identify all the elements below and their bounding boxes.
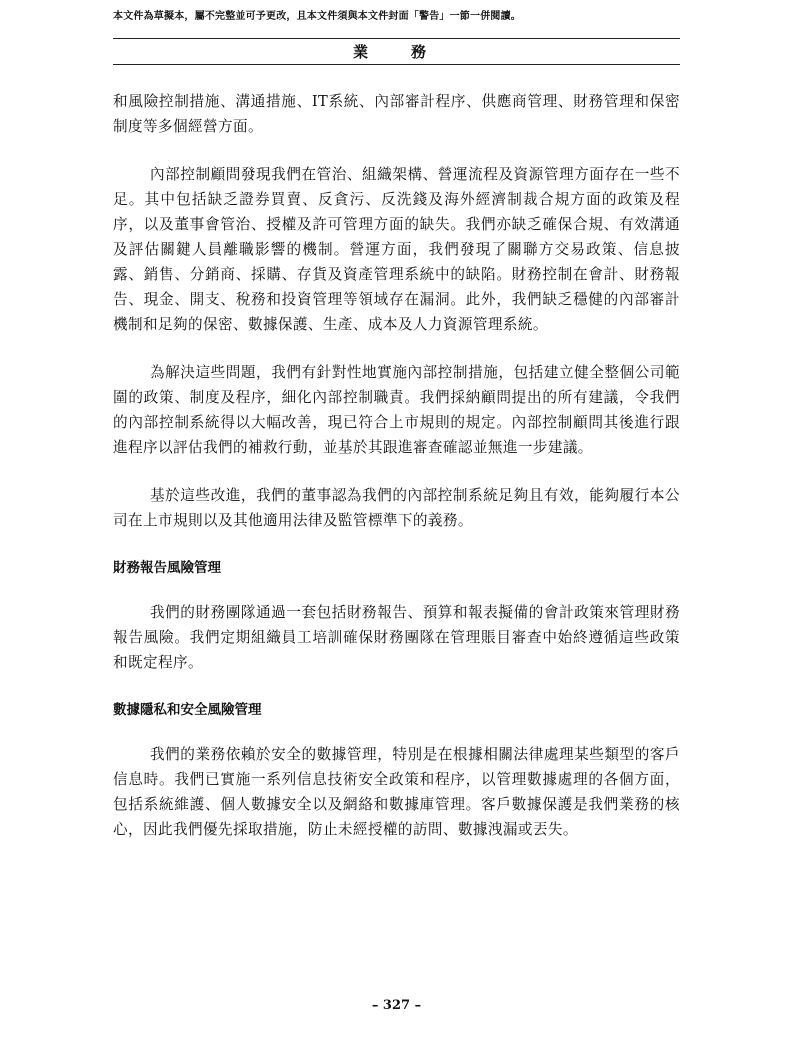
draft-warning-note: 本文件為草擬本，屬不完整並可予更改，且本文件須與本文件封面「警告」一節一併閱讀。: [113, 11, 521, 22]
header-bottom-rule: [113, 64, 680, 65]
heading-data-privacy-risk: 數據隱私和安全風險管理: [113, 702, 262, 718]
page-body: [113, 89, 680, 865]
paragraph-data-privacy: 我們的業務依賴於安全的數據管理，特別是在根據相關法律處理某些類型的客戶信息時。我們已實施一系列信息技術安全政策和程序，以管理數據處理的各個方面，包括系統維護、個人數據安全以及網絡和數據庫管理。客戶數據保護是我們業務的核心，因此我們優先採取措施，防止未經授權的訪問、數據洩漏或丟失。: [113, 746, 680, 838]
header-top-rule: [113, 38, 680, 39]
page-number: – 327 –: [371, 998, 422, 1013]
paragraph-directors-view: 基於這些改進，我們的董事認為我們的內部控制系統足夠且有效，能夠履行本公司在上市規則以及其他適用法律及監管標準下的義務。: [113, 487, 680, 529]
paragraph-continuation: 和風險控制措施、溝通措施、IT系統、內部審計程序、供應商管理、財務管理和保密制度等多個經營方面。: [113, 93, 680, 135]
paragraph-consultant-findings: 內部控制顧問發現我們在管治、組織架構、營運流程及資源管理方面存在一些不足。其中包括缺乏證券買賣、反貪污、反洗錢及海外經濟制裁合規方面的政策及程序，以及董事會管治、授權及許可管理方面的缺失。我們亦缺乏確保合規、有效溝通及評估關鍵人員離職影響的機制。營運方面，我們發現了關聯方交易政策、信息披露、銷售、分銷商、採購、存貨及資產管理系統中的缺陷。財務控制在會計、財務報告、現金、開支、稅務和投資管理等領域存在漏洞。此外，我們缺乏穩健的內部審計機制和足夠的保密、數據保護、生產、成本及人力資源管理系統。: [113, 166, 680, 333]
paragraph-financial-reporting: 我們的財務團隊通過一套包括財務報告、預算和報表擬備的會計政策來管理財務報告風險。我們定期組織員工培訓確保財務團隊在管理賬目審查中始終遵循這些政策和既定程序。: [113, 604, 680, 671]
section-header-title: 業 務: [352, 43, 440, 61]
paragraph-remediation: 為解決這些問題，我們有針對性地實施內部控制措施，包括建立健全整個公司範圍的政策、制度及程序，細化內部控制職責。我們採納顧問提出的所有建議，令我們的內部控制系統得以大幅改善，現已符合上市規則的規定。內部控制顧問其後進行跟進程序以評估我們的補救行動，並基於其跟進審查確認並無進一步建議。: [113, 364, 680, 456]
heading-financial-reporting-risk: 財務報告風險管理: [113, 560, 221, 576]
